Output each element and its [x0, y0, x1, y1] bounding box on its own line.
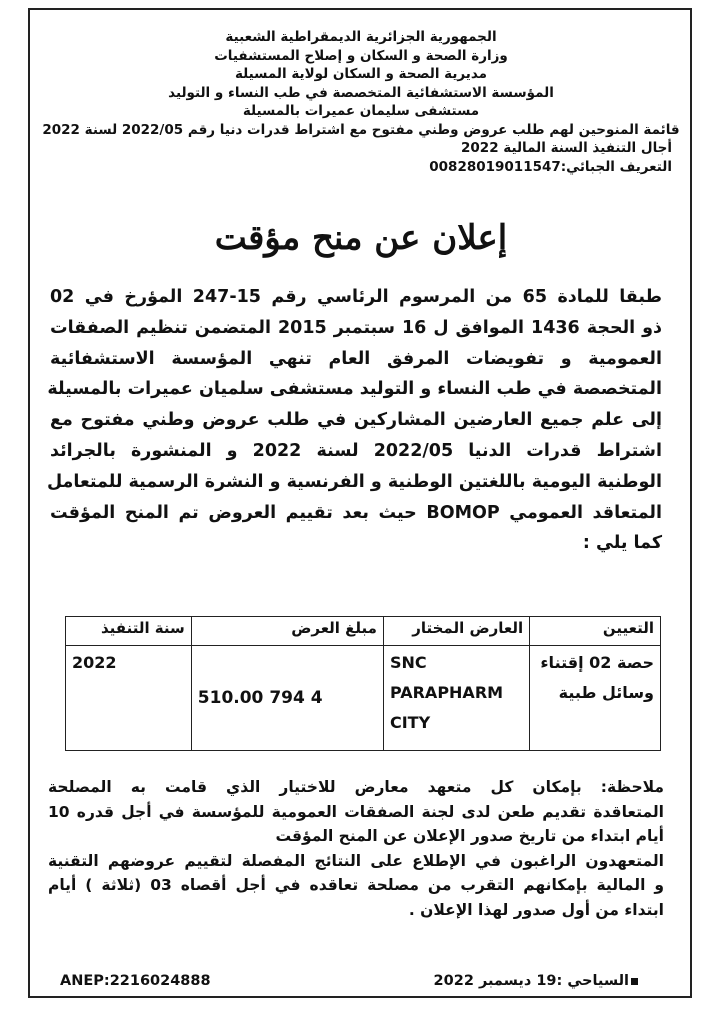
announcement-body [46, 282, 663, 559]
execution-period-line: أجال التنفيذ السنة المالية 2022 [461, 140, 672, 156]
note-line: أيام ابتداء من تاريخ صدور الإعلان عن المنح المؤقت [275, 827, 664, 846]
cell-bidder: SNC PARAPHARM CITY [383, 646, 529, 751]
table-header-row [66, 617, 661, 646]
cell-amount: 4 794 510.00 [191, 646, 383, 751]
header-line: وزارة الصحة و السكان و إصلاح المستشفيات [214, 47, 508, 64]
announcement-title: إعلان عن منح مؤقت [214, 218, 508, 258]
tender-reference-line: قائمة المنوحين لهم طلب عروض وطني مفتوح مع اشتراط قدرات دنيا رقم 2022/05 لسنة 2022 [42, 121, 680, 138]
issuer-header [38, 28, 684, 176]
note-line: ابتداء من أول صدور لهذا الإعلان . [408, 900, 664, 919]
header-bidder: العارض المختار [383, 617, 529, 646]
note-line: ملاحظة: بإمكان كل متعهد معارض للاختيار الذي قامت به المصلحة [48, 778, 664, 796]
anep-reference: ANEP:2216024888 [60, 973, 211, 989]
footer [38, 970, 678, 994]
header-amount: مبلغ العرض [191, 617, 383, 646]
publication-line [434, 973, 642, 989]
body-line: المتعاقد العمومي BOMOP حيث بعد تقييم العروض تم المنح المؤقت [50, 502, 662, 523]
award-table [65, 616, 661, 751]
notes-section [48, 775, 664, 923]
square-bullet-icon [631, 978, 638, 985]
cell-designation: حصة 02 إقتناء وسائل طبية [530, 646, 661, 751]
header-line: الجمهورية الجزائرية الديمقراطية الشعبية [225, 29, 497, 45]
body-line: العمومية و تفويضات المرفق العام تنهي المؤسسة الاستشفائية [50, 348, 662, 369]
tax-id-line: التعريف الجبائي:00828019011547 [429, 158, 672, 175]
header-designation: التعيين [530, 617, 661, 646]
note-line: المتعهدون الراغبون في الإطلاع على النتائج المفصلة لتقييم عروضهم التقنية [48, 851, 664, 870]
header-line: المؤسسة الاستشفائية المتخصصة في طب النساء و التوليد [168, 84, 554, 101]
body-line: طبقا للمادة 65 من المرسوم الرئاسي رقم 15-247 المؤرخ في 02 [50, 287, 663, 307]
body-line: ذو الحجة 1436 الموافق ل 16 سبتمبر 2015 المتضمن تنظيم الصفقات [50, 317, 663, 338]
note-line: و المالية بإمكانهم التقرب من مصلحة تعاقده في أجل أقصاه 03 (ثلاثة ) أيام [48, 876, 664, 895]
header-line: مستشفى سليمان عميرات بالمسيلة [242, 103, 480, 119]
body-line: الوطنية اليومية باللغتين الوطنية و الفرنسية و النشرة الرسمية للمتعامل [46, 471, 662, 492]
publication-date: السياحي :19 ديسمبر 2022 [433, 973, 629, 989]
body-line: كما يلي : [582, 533, 662, 554]
note-line: المتعاقدة تقديم طعن لدى لجنة الصفقات العمومية للمؤسسة في أجل قدره 10 [48, 802, 664, 821]
header-year: سنة التنفيذ [66, 617, 192, 646]
body-line: المتخصصة في طب النساء و التوليد مستشفى سلميان عميرات بالمسيلة [47, 379, 662, 400]
body-line: اشتراط قدرات الدنيا 2022/05 لسنة 2022 و المنشورة بالجرائد [50, 440, 662, 461]
body-line: إلى علم جميع العارضين المشاركين في طلب عروض وطني مفتوح مع [50, 410, 662, 431]
header-line: مديرية الصحة و السكان لولاية المسيلة [234, 66, 488, 82]
cell-year: 2022 [66, 646, 192, 751]
table-row [66, 646, 661, 751]
